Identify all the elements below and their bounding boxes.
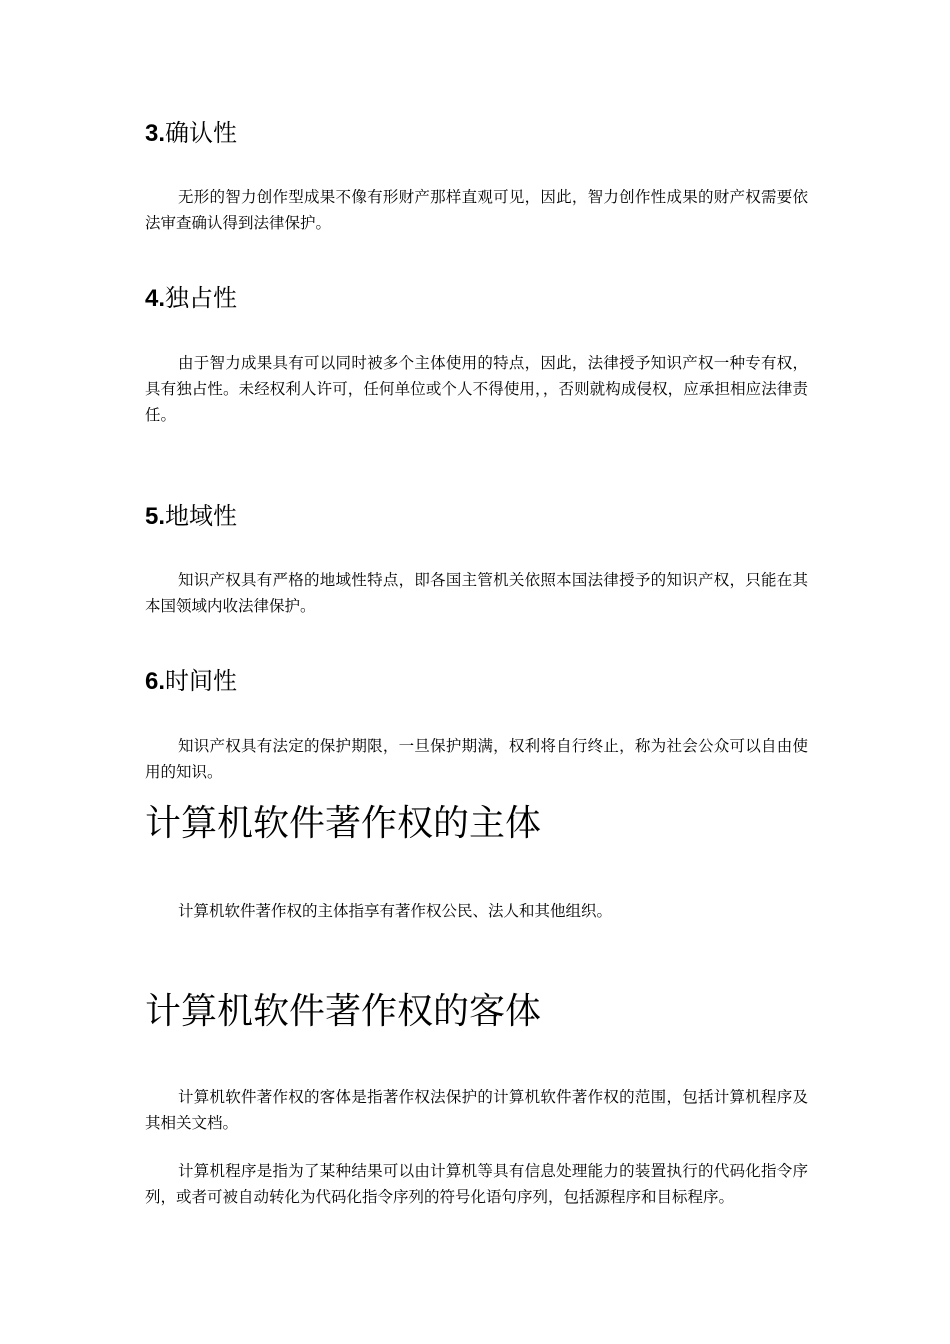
subject-heading: 计算机软件著作权的主体 [145,803,542,844]
section-number: 5. [145,503,166,530]
section-number: 6. [145,668,166,695]
section-6-heading [145,667,237,697]
object-paragraph-1: 计算机软件著作权的客体是指著作权法保护的计算机软件著作权的范围，包括计算机程序及其相关文档。 [145,1088,808,1132]
object-paragraph-2: 计算机程序是指为了某种结果可以由计算机等具有信息处理能力的装置执行的代码化指令序列，或者可被自动转化为代码化指令序列的符号化语句序列，包括源程序和目标程序。 [145,1162,808,1206]
object-heading: 计算机软件著作权的客体 [145,991,542,1032]
section-6-paragraph: 知识产权具有法定的保护期限，一旦保护期满，权利将自行终止，称为社会公众可以自由使用的知识。 [145,737,808,781]
section-4-heading [145,284,237,314]
section-3-paragraph: 无形的智力创作型成果不像有形财产那样直观可见，因此，智力创作性成果的财产权需要依法审查确认得到法律保护。 [145,188,808,232]
section-5-paragraph: 知识产权具有严格的地域性特点，即各国主管机关依照本国法律授予的知识产权，只能在其本国领域内收法律保护。 [145,571,808,615]
section-title: 时间性 [165,668,238,695]
section-3-heading [145,119,237,149]
section-title: 独占性 [165,285,238,312]
section-5-heading [145,502,237,532]
subject-paragraph: 计算机软件著作权的主体指享有著作权公民、法人和其他组织。 [178,902,613,920]
section-number: 3. [145,120,166,147]
section-number: 4. [145,285,166,312]
section-4-paragraph: 由于智力成果具有可以同时被多个主体使用的特点，因此，法律授予知识产权一种专有权，具有独占性。未经权利人许可，任何单位或个人不得使用，，否则就构成侵权，应承担相应法律责任。 [145,354,808,424]
section-title: 地域性 [165,503,238,530]
section-title: 确认性 [165,120,238,147]
